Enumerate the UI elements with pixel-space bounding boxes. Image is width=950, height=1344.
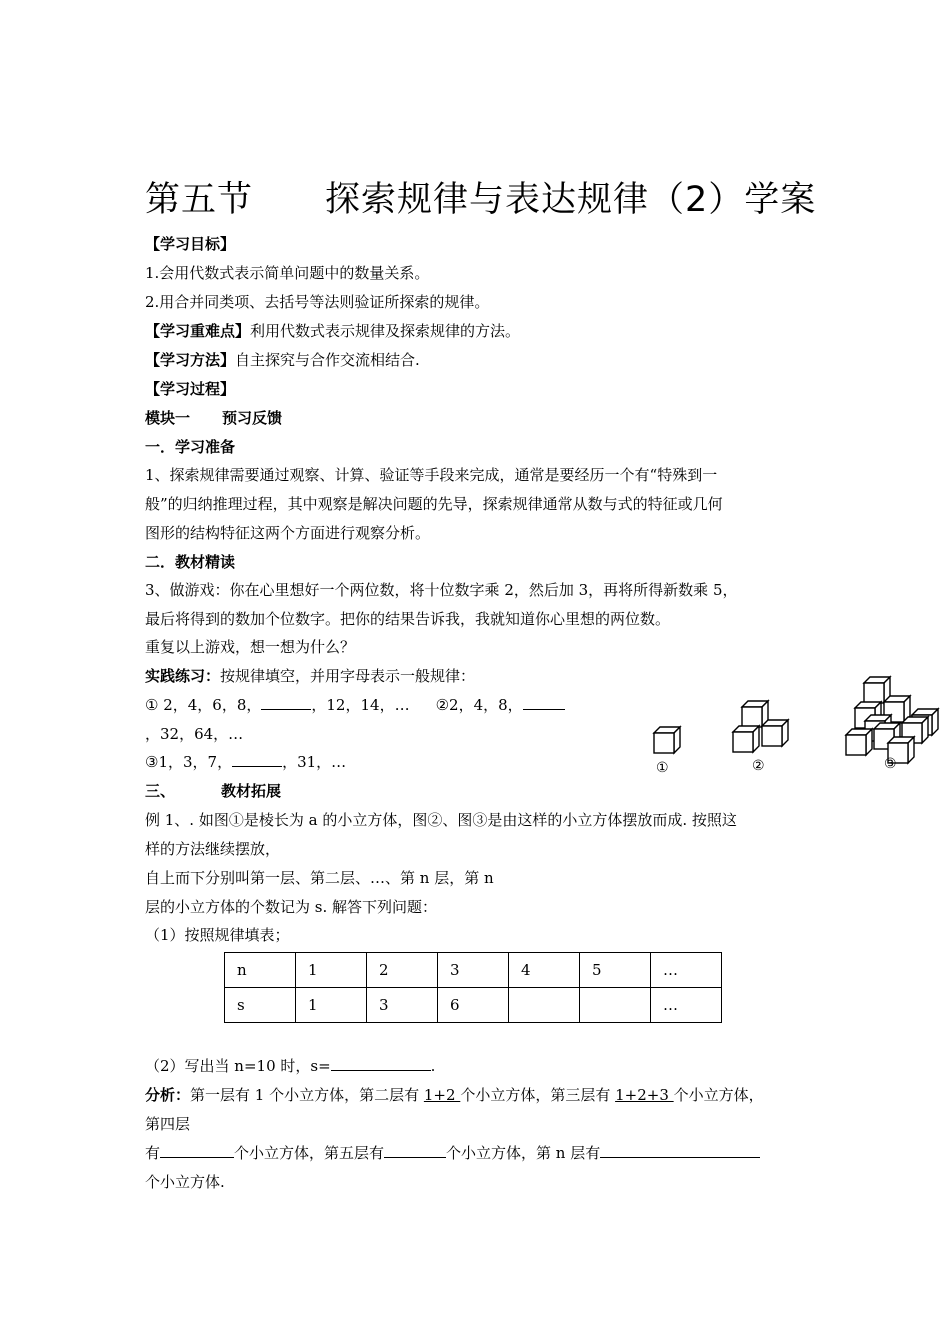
sec1-heading: 一．学习准备 (145, 438, 236, 456)
table-row-n (225, 953, 722, 988)
seq2-end: ，32，64，… (145, 725, 244, 743)
title-part1: 第五节 (145, 180, 254, 220)
table-cell: 6 (438, 988, 509, 1023)
seq3-blank (232, 752, 282, 767)
figure-1-cubes (654, 727, 680, 753)
goals-heading: 【学习目标】 (145, 235, 236, 253)
analysis-text: 有 (145, 1144, 161, 1162)
title-part2: 探索规律与表达规律（2）学案 (325, 180, 817, 220)
sec3-heading (145, 781, 281, 801)
seq1-blank (261, 695, 311, 710)
sequence-row-2 (145, 724, 243, 744)
question-2-text: （2）写出当 n=10 时，s= (145, 1057, 331, 1075)
table-cell: s (225, 988, 296, 1023)
analysis-line4: 个小立方体. (145, 1173, 225, 1191)
sec2-heading: 二．教材精读 (145, 553, 236, 571)
figure-1-label: ① (656, 760, 669, 776)
table-cell: 1 (296, 953, 367, 988)
table-cell: … (651, 953, 722, 988)
example1-line1: 例 1、. 如图①是棱长为 a 的小立方体，图②、图③是由这样的小立方体摆放而成. 按照这 (145, 811, 737, 829)
table-cell: 3 (438, 953, 509, 988)
table-cell: 2 (367, 953, 438, 988)
example1-line3: 自上而下分别叫第一层、第二层、…、第 n 层，第 n (145, 869, 494, 887)
table-cell: 5 (580, 953, 651, 988)
analysis-text: 个小立方体，第五层有 (234, 1144, 385, 1162)
analysis-text: 个小立方体， (673, 1086, 764, 1104)
question-2 (145, 1056, 435, 1076)
seq1-start: ① 2，4，6，8， (145, 696, 262, 714)
key-points-text: 利用代数式表示规律及探索规律的方法。 (250, 322, 521, 340)
key-points-label: 【学习重难点】 (145, 322, 251, 340)
method-text: 自主探究与合作交流相结合. (235, 351, 420, 369)
analysis-underlined-2: 1+2+3 (615, 1086, 674, 1104)
table-cell: 4 (509, 953, 580, 988)
table-cell: n (225, 953, 296, 988)
process-heading: 【学习过程】 (145, 380, 236, 398)
practice-label: 实践练习： (145, 667, 221, 685)
question-1: （1）按照规律填表； (145, 926, 290, 944)
question-2-end: . (430, 1057, 436, 1075)
practice-intro (145, 666, 475, 686)
analysis-blank-1 (160, 1143, 234, 1158)
table-row-s (225, 988, 722, 1023)
table-cell: … (651, 988, 722, 1023)
analysis-label: 分析： (145, 1086, 191, 1104)
analysis-blank-3 (600, 1143, 760, 1158)
question-2-blank (331, 1056, 431, 1071)
table-cell (580, 988, 651, 1023)
key-points (145, 321, 520, 341)
table-cell: 3 (367, 988, 438, 1023)
method (145, 350, 420, 370)
analysis-text: 第一层有 1 个小立方体，第二层有 (190, 1086, 424, 1104)
example1-line4: 层的小立方体的个数记为 s. 解答下列问题： (145, 898, 438, 916)
sec2-p3: 重复以上游戏，想一想为什么？ (145, 638, 356, 656)
method-label: 【学习方法】 (145, 351, 236, 369)
figure-2-cubes (733, 701, 788, 752)
table-cell: 1 (296, 988, 367, 1023)
table-cell (509, 988, 580, 1023)
analysis-line1 (145, 1085, 764, 1105)
sec1-p3: 图形的结构特征这两个方面进行观察分析。 (145, 524, 431, 542)
goal-1: 1.会用代数式表示简单问题中的数量关系。 (145, 264, 430, 282)
sec1-p1: 1、探索规律需要通过观察、计算、验证等手段来完成，通常是要经历一个有“特殊到一 (145, 466, 718, 484)
sec2-p2: 最后将得到的数加个位数字。把你的结果告诉我，我就知道你心里想的两位数。 (145, 610, 671, 628)
seq2-start: ②2，4，8， (435, 696, 523, 714)
analysis-blank-2 (384, 1143, 446, 1158)
page-title (145, 172, 816, 222)
analysis-underlined-1: 1+2 (423, 1086, 461, 1104)
module1-label: 模块一 (145, 409, 191, 427)
sec3-label: 三、 (145, 782, 176, 800)
analysis-line3 (145, 1143, 760, 1163)
sec1-p2: 般”的归纳推理过程，其中观察是解决问题的先导，探索规律通常从数与式的特征或几何 (145, 495, 723, 513)
analysis-line2: 第四层 (145, 1115, 191, 1133)
figure-2-label: ② (752, 758, 765, 774)
goal-2: 2.用合并同类项、去括号等法则验证所探索的规律。 (145, 293, 490, 311)
seq2-blank (523, 695, 565, 710)
cube-figures (640, 665, 950, 780)
example1-line2: 样的方法继续摆放， (145, 840, 281, 858)
analysis-text: 个小立方体，第三层有 (460, 1086, 616, 1104)
figure-3-cubes (846, 677, 938, 763)
sec3-title: 教材拓展 (221, 782, 282, 800)
module1-heading (145, 408, 282, 428)
pattern-table (224, 952, 722, 1023)
seq1-end: ，12，14，… (311, 696, 410, 714)
seq3-start: ③1，3，7， (145, 753, 233, 771)
analysis-text: 个小立方体，第 n 层有 (446, 1144, 601, 1162)
module1-title: 预习反馈 (222, 409, 283, 427)
sequence-row-3 (145, 752, 346, 772)
sec2-p1: 3、做游戏：你在心里想好一个两位数，将十位数字乘 2，然后加 3，再将所得新数乘 5， (145, 581, 738, 599)
practice-text: 按规律填空，并用字母表示一般规律： (220, 667, 476, 685)
figure-3-label: ③ (884, 756, 897, 772)
sequence-row-1 (145, 695, 565, 715)
seq3-end: ，31，… (282, 753, 347, 771)
